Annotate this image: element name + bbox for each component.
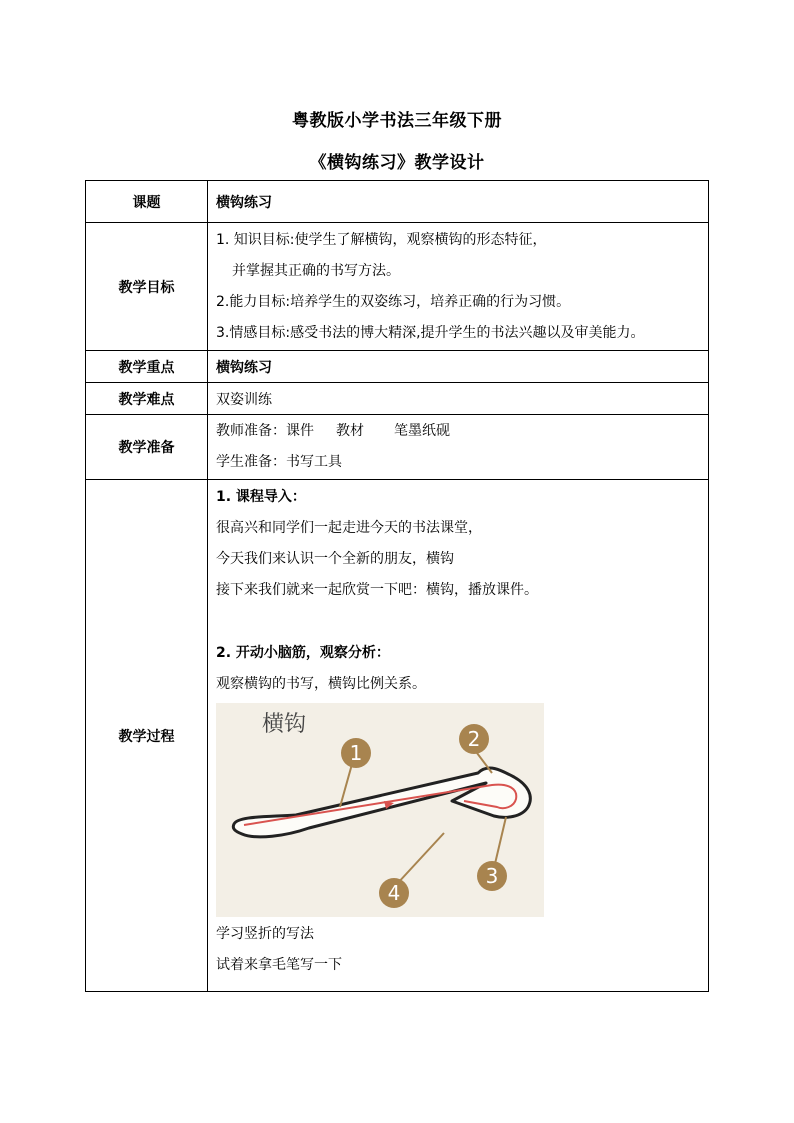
process-line: 接下来我们就来一起欣赏一下吧：横钩，播放课件。 [216, 582, 538, 598]
value-goals [208, 223, 709, 351]
svg-text:3: 3 [485, 864, 499, 888]
process-line: 试着来拿毛笔写一下 [216, 957, 342, 973]
svg-text:4: 4 [387, 881, 401, 905]
marker-2 [459, 724, 489, 754]
doc-title: 粤教版小学书法三年级下册 [292, 111, 502, 131]
doc-subtitle: 《横钩练习》教学设计 [309, 153, 485, 173]
goal-line: 3.情感目标:感受书法的博大精深,提升学生的书法兴趣以及审美能力。 [216, 324, 645, 341]
label-topic: 课题 [86, 181, 208, 223]
label-key: 教学重点 [86, 351, 208, 383]
marker-4 [379, 878, 409, 908]
prep-item: 笔墨纸砚 [394, 423, 450, 439]
section-title: 2. 开动小脑筋，观察分析： [216, 645, 390, 661]
leader-line [396, 833, 444, 885]
value-difficulty: 双姿训练 [208, 383, 709, 415]
value-topic: 横钩练习 [208, 181, 709, 223]
goal-line: 1. 知识目标:使学生了解横钩，观察横钩的形态特征， [216, 231, 547, 248]
prep-item: 课件 [286, 423, 314, 439]
leader-line [494, 817, 506, 868]
section-title: 1. 课程导入： [216, 489, 306, 505]
process-line: 很高兴和同学们一起走进今天的书法课堂， [216, 520, 482, 536]
row-prep [86, 415, 709, 480]
teacher-prep [216, 416, 700, 447]
value-key: 横钩练习 [208, 351, 709, 383]
row-process [86, 480, 709, 992]
value-prep [208, 415, 709, 480]
row-topic [86, 181, 709, 223]
stroke-diagram-svg [216, 703, 544, 917]
figure-label: 横钩 [262, 712, 307, 737]
goal-line: 并掌握其正确的书写方法。 [232, 262, 400, 279]
value-process [208, 480, 709, 992]
label-process: 教学过程 [86, 480, 208, 992]
label-prep: 教学准备 [86, 415, 208, 480]
row-key [86, 351, 709, 383]
teacher-prep-prefix: 教师准备： [216, 423, 286, 439]
label-goals: 教学目标 [86, 223, 208, 351]
row-difficulty [86, 383, 709, 415]
row-goals [86, 223, 709, 351]
marker-1 [341, 738, 371, 768]
process-line: 学习竖折的写法 [216, 926, 314, 942]
svg-text:2: 2 [467, 727, 481, 751]
label-difficulty: 教学难点 [86, 383, 208, 415]
student-prep: 学生准备：书写工具 [216, 454, 342, 470]
process-line: 观察横钩的书写，横钩比例关系。 [216, 676, 426, 692]
marker-3 [477, 861, 507, 891]
goal-line: 2.能力目标:培养学生的双姿练习，培养正确的行为习惯。 [216, 293, 571, 310]
prep-item: 教材 [336, 423, 364, 439]
lesson-plan-table [85, 180, 709, 992]
svg-text:1: 1 [349, 741, 363, 765]
process-line: 今天我们来认识一个全新的朋友，横钩 [216, 551, 454, 567]
stroke-diagram [216, 703, 544, 917]
